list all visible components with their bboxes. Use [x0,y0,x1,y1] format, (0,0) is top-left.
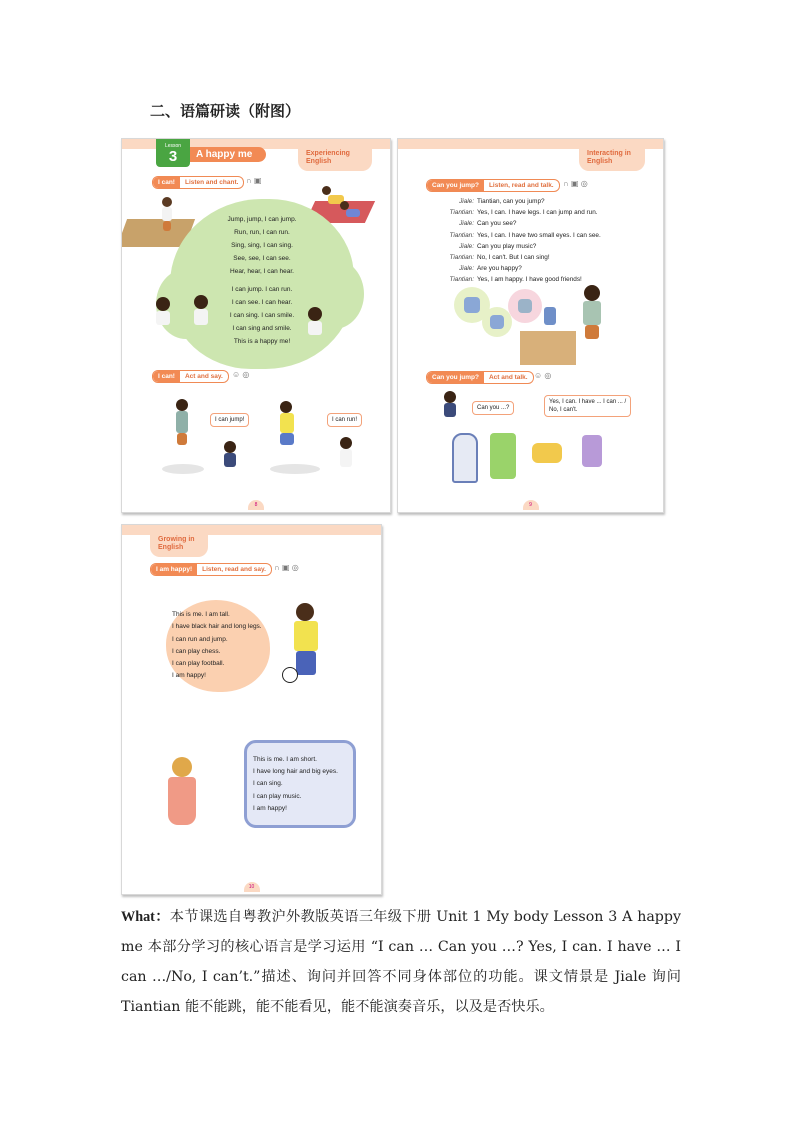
chant-line: I can jump. I can run. [231,286,293,293]
answer-line-2: No, I can't. [549,407,578,413]
pill-instruction: Listen and chant. [184,179,239,186]
child-running-illustration [322,186,331,195]
girl-illustration [224,441,236,453]
girl-body [224,453,236,467]
textbook-page-8 [121,138,391,513]
line-text: No, I can't. But I can sing! [477,254,550,262]
chant-line: Jump, jump, I can jump. [227,216,297,223]
boy-jumping-illustration [176,399,188,411]
pill-instruction: Listen, read and say. [202,566,266,573]
boy-running-illustration [280,401,292,413]
activity-pill-dialogue [426,179,560,192]
robot-purple-illustration [582,435,602,467]
girl-illustration [444,391,456,403]
headphones-icon: ∩ ▣ [246,176,262,185]
dialogue-line [418,218,601,229]
robot-yellow-illustration [532,443,562,463]
analysis-paragraph [121,902,681,1022]
table-illustration [520,331,576,365]
activity-pill-act [152,370,229,383]
speech-bubble-run: I can run! [327,413,362,427]
chant-line: Hear, hear, I can hear. [230,268,294,275]
chant-line: This is a happy me! [233,338,291,345]
dialogue-line [418,241,601,252]
shadow [162,464,204,474]
girl-body [156,311,170,325]
speaker: Jiale: [459,242,474,250]
dialogue-line [418,252,601,263]
pill-label: Can you jump? [427,372,484,383]
girl-speech-bubble [244,740,356,828]
girl-illustration [156,297,170,311]
boy-trousers [296,651,316,675]
section-heading: 二、语篇研读（附图） [150,102,301,120]
boy-body [340,449,352,467]
speech-bubble-answer [544,395,631,417]
line-text: Yes, I can. I have legs. I can jump and run. [477,209,598,217]
dialogue-line [418,196,601,207]
dialogue-line [418,274,601,285]
speaker: Tiantian: [449,231,474,239]
boy-shorts [177,433,187,445]
speaker: Jiale: [459,198,474,205]
shadow [270,464,320,474]
chant-line: I can sing and smile. [232,325,292,332]
boy-body [280,413,294,433]
speech-bubble-jump: I can jump! [210,413,249,427]
chant-line: I can sing. I can smile. [229,312,295,319]
section-tab: Interacting in English [579,147,645,171]
robot-icon [518,299,532,313]
line-text: Can you play music? [477,242,537,250]
child-body [346,209,360,217]
chant-line: Run, run, I can run. [234,229,290,236]
robot-icon [464,297,480,313]
lesson-badge [156,139,190,167]
pill-instruction: Listen, read and talk. [488,182,554,189]
boy-body [294,621,318,651]
boy-illustration [340,437,352,449]
speaker: Tiantian: [449,254,474,262]
activity-pill-chant [152,176,244,189]
child-shorts [163,221,171,231]
description-line: I can play football. [172,660,225,668]
activity-pill-act-talk [426,371,534,384]
boy-body [176,411,188,433]
description-line: I can sing. [253,780,283,788]
textbook-page-10 [121,524,382,895]
pill-label: I am happy! [151,564,197,575]
speaker: Jiale: [459,265,474,273]
girl-dress [168,777,196,825]
boy-shorts [585,325,599,339]
child-body [162,207,172,221]
lesson-label: Lesson [164,143,182,149]
paragraph-label: What： [121,909,170,925]
robot-green-illustration [490,433,516,479]
boy-body [583,301,601,325]
dialogue-line [418,230,601,241]
pill-instruction: Act and talk. [488,374,528,381]
line-text: Can you see? [477,220,517,228]
act-icon: ☺ ◎ [232,370,250,379]
section-tab: Growing in English [150,533,208,557]
speech-bubble-question: Can you ...? [472,401,514,415]
pill-label: Can you jump? [427,180,484,191]
answer-line-1: Yes, I can. I have ... I can ... / [549,399,627,405]
chant-text [204,213,320,348]
description-line: This is me. I am short. [253,756,317,763]
line-text: Yes, I am happy. I have good friends! [477,276,582,284]
boy-illustration [584,285,600,301]
dialogue [418,196,601,286]
football-icon [282,667,298,683]
chant-line: I can see. I can hear. [231,299,293,306]
page-number: 9 [523,500,539,510]
robot-icon [544,307,556,325]
chant-line: See, see, I can see. [233,255,291,262]
pill-label: I can! [153,177,180,188]
description-line: This is me. I am tall. [172,611,230,618]
pill-instruction: Act and say. [184,373,223,380]
speaker: Jiale: [459,220,474,228]
description-line: I have long hair and big eyes. [253,768,338,776]
chant-line: Sing, sing, I can sing. [231,242,293,249]
description-line: I am happy! [253,804,287,812]
child-jumping-illustration [162,197,172,207]
boy-shorts [280,433,294,445]
girl-description [253,754,338,815]
girl-body [444,403,456,417]
description-line: I have black hair and long legs. [172,623,262,631]
speaker: Tiantian: [449,209,474,217]
paragraph-text: 本节课选自粤教沪外教版英语三年级下册 Unit 1 My body Lesson 3 A happy me 本部分学习的核心语言是学习运用 “I can … Can you …? Yes, I can. I have … I can …/No, I can’t.”描述、询问并回答不同身体部位的功能。课文情景是 Jiale 询问 Tiantian 能不能跳，能不能看见，能不能演奏音乐，以及是否快乐。 [121,909,681,1015]
description-line: I can play chess. [172,647,221,655]
line-text: Are you happy? [477,265,522,273]
act-icon: ☺ ◎ [534,371,552,380]
activity-pill-read [150,563,272,576]
line-text: Yes, I can. I have two small eyes. I can see. [477,231,601,239]
page-number: 10 [244,882,260,892]
boy-football-illustration [296,603,314,621]
line-text: Tiantian, can you jump? [477,198,545,205]
headphones-icon: ∩ ▣ ◎ [563,179,588,188]
page-number: 8 [248,500,264,510]
description-line: I am happy! [172,672,206,680]
dialogue-line [418,263,601,274]
speaker: Tiantian: [449,276,474,284]
dialogue-line [418,207,601,218]
pill-label: I can! [153,371,180,382]
lesson-title: A happy me [190,147,266,162]
boy-speech-bubble [166,600,270,692]
girl-illustration [172,757,192,777]
headphones-icon: ∩ ▣ ◎ [274,563,299,572]
textbook-page-9 [397,138,664,513]
boy-description [172,609,262,683]
robot-blue-illustration [452,433,478,483]
description-line: I can play music. [253,792,302,800]
robot-icon [490,315,504,329]
lesson-number: 3 [168,148,178,165]
description-line: I can run and jump. [172,635,228,643]
section-tab: Experiencing English [298,147,372,171]
